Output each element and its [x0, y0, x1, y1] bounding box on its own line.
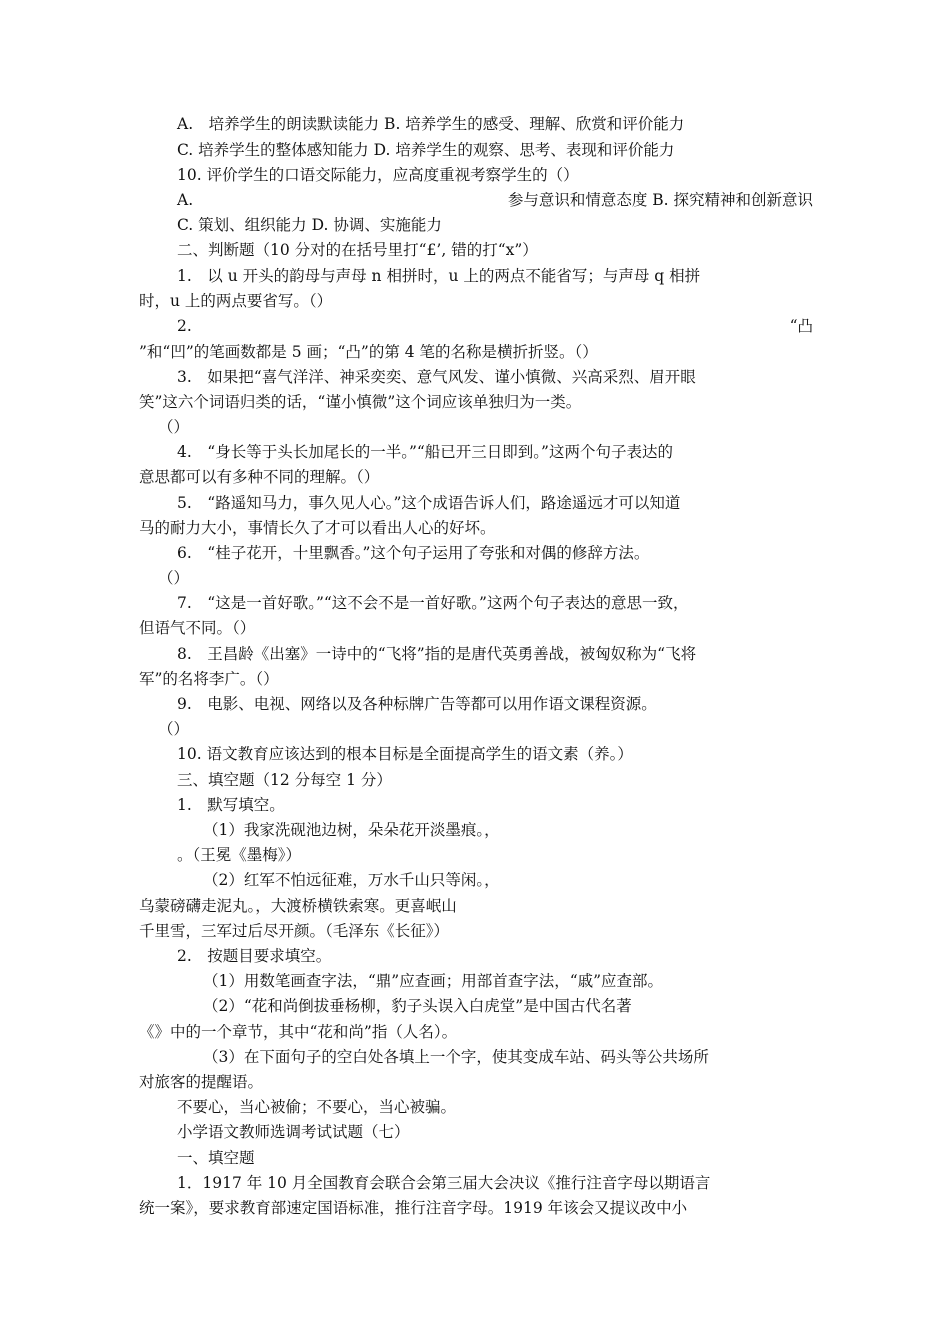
fill-2-3-sentence: 不要心，当心被偷；不要心，当心被骗。	[177, 1098, 457, 1116]
option-a-label: A.	[177, 191, 194, 209]
option-line-ab: A. 培养学生的朗读默读能力 B. 培养学生的感受、理解、欣赏和评价能力	[177, 115, 685, 133]
judgment-4-cont: 意思都可以有多种不同的理解。（）	[139, 468, 380, 486]
judgment-10: 10. 语文教育应该达到的根本目标是全面提高学生的语文素（养。）	[177, 745, 633, 763]
judgment-2-number: 2.	[177, 317, 192, 335]
judgment-6-bracket: （）	[158, 569, 190, 587]
judgment-7-cont: 但语气不同。（）	[139, 619, 256, 637]
fill-2-3: （3）在下面句子的空白处各填上一个字，使其变成车站、码头等公共场所	[203, 1048, 709, 1066]
fill-2: 2. 按题目要求填空。	[177, 947, 332, 965]
judgment-9-bracket: （）	[158, 720, 190, 738]
fill-1-2-cont: 乌蒙磅礴走泥丸。，大渡桥横铁索寒。更喜岷山	[139, 897, 457, 915]
judgment-3-cont: 笑”这六个词语归类的话，“谨小慎微”这个词应该单独归为一类。	[139, 393, 582, 411]
judgment-3: 3. 如果把“喜气洋洋、神采奕奕、意气风发、谨小慎微、兴高采烈、眉开眼	[177, 368, 696, 386]
exam-title: 小学语文教师选调考试试题（七）	[177, 1123, 410, 1141]
judgment-2-start: “凸	[789, 317, 813, 335]
section-heading-fill-2: 一、填空题	[177, 1149, 255, 1167]
judgment-9: 9. 电影、电视、网络以及各种标牌广告等都可以用作语文课程资源。	[177, 695, 657, 713]
fill-2-3-cont: 对旅客的提醒语。	[139, 1073, 264, 1091]
fill-2-2-cont: 《》中的一个章节，其中“花和尚”指（人名）。	[139, 1023, 458, 1041]
fill-1-2: （2）红军不怕远征难，万水千山只等闲。，	[203, 871, 500, 889]
judgment-1-cont: 时，u 上的两点要省写。（）	[139, 292, 333, 310]
question-10: 10. 评价学生的口语交际能力，应高度重视考察学生的（）	[177, 166, 579, 184]
judgment-3-bracket: （）	[158, 418, 190, 436]
judgment-2-cont: ”和“凹”的笔画数都是 5 画；“凸”的第 4 笔的名称是横折折竖。（）	[139, 343, 598, 361]
fill-2-1: （1）用数笔画查字法，“鼎”应查画；用部首查字法，“戚”应查部。	[203, 972, 664, 990]
judgment-8-cont: 军”的名将李广。（）	[139, 670, 279, 688]
fill-1-1-cont: 。（王冕《墨梅》）	[177, 846, 302, 864]
judgment-7: 7. “这是一首好歌。”“这不会不是一首好歌。”这两个句子表达的意思一致，	[177, 594, 689, 612]
judgment-5-cont: 马的耐力大小，事情长久了才可以看出人心的好坏。	[139, 519, 496, 537]
option-a-b-text: 参与意识和情意态度 B. 探究精神和创新意识	[507, 191, 813, 209]
fill-1: 1. 默写填空。	[177, 796, 285, 814]
judgment-1: 1. 以 u 开头的韵母与声母 n 相拼时，u 上的两点不能省写；与声母 q 相拼	[177, 267, 701, 285]
fill-1-2-cont-2: 千里雪，三军过后尽开颜。（毛泽东《长征》）	[139, 922, 450, 940]
option-line-cd: C. 培养学生的整体感知能力 D. 培养学生的观察、思考、表现和评价能力	[177, 141, 675, 159]
judgment-5: 5. “路遥知马力，事久见人心。”这个成语告诉人们，路途遥远才可以知道	[177, 494, 681, 512]
paragraph-1-cont: 统一案》，要求教育部速定国语标准，推行注音字母。1919 年该会又提议改中小	[139, 1199, 688, 1217]
fill-1-1: （1）我家洗砚池边树，朵朵花开淡墨痕。，	[203, 821, 500, 839]
option-line-cd-2: C. 策划、组织能力 D. 协调、实施能力	[177, 216, 442, 234]
paragraph-1: 1．1917 年 10 月全国教育会联合会第三届大会决议《推行注音字母以期语言	[177, 1174, 711, 1192]
judgment-4: 4. “身长等于头长加尾长的一半。”“船已开三日即到。”这两个句子表达的	[177, 443, 673, 461]
judgment-8: 8. 王昌龄《出塞》一诗中的“飞将”指的是唐代英勇善战，被匈奴称为“飞将	[177, 645, 697, 663]
fill-2-2: （2）“花和尚倒拔垂杨柳，豹子头误入白虎堂”是中国古代名著	[203, 997, 632, 1015]
section-heading-fill: 三、填空题（12 分每空 1 分）	[177, 771, 392, 789]
judgment-6: 6. “桂子花开，十里飘香。”这个句子运用了夸张和对偶的修辞方法。	[177, 544, 650, 562]
section-heading-judgment: 二、判断题（10 分对的在括号里打“£’, 错的打“x”）	[177, 241, 538, 259]
